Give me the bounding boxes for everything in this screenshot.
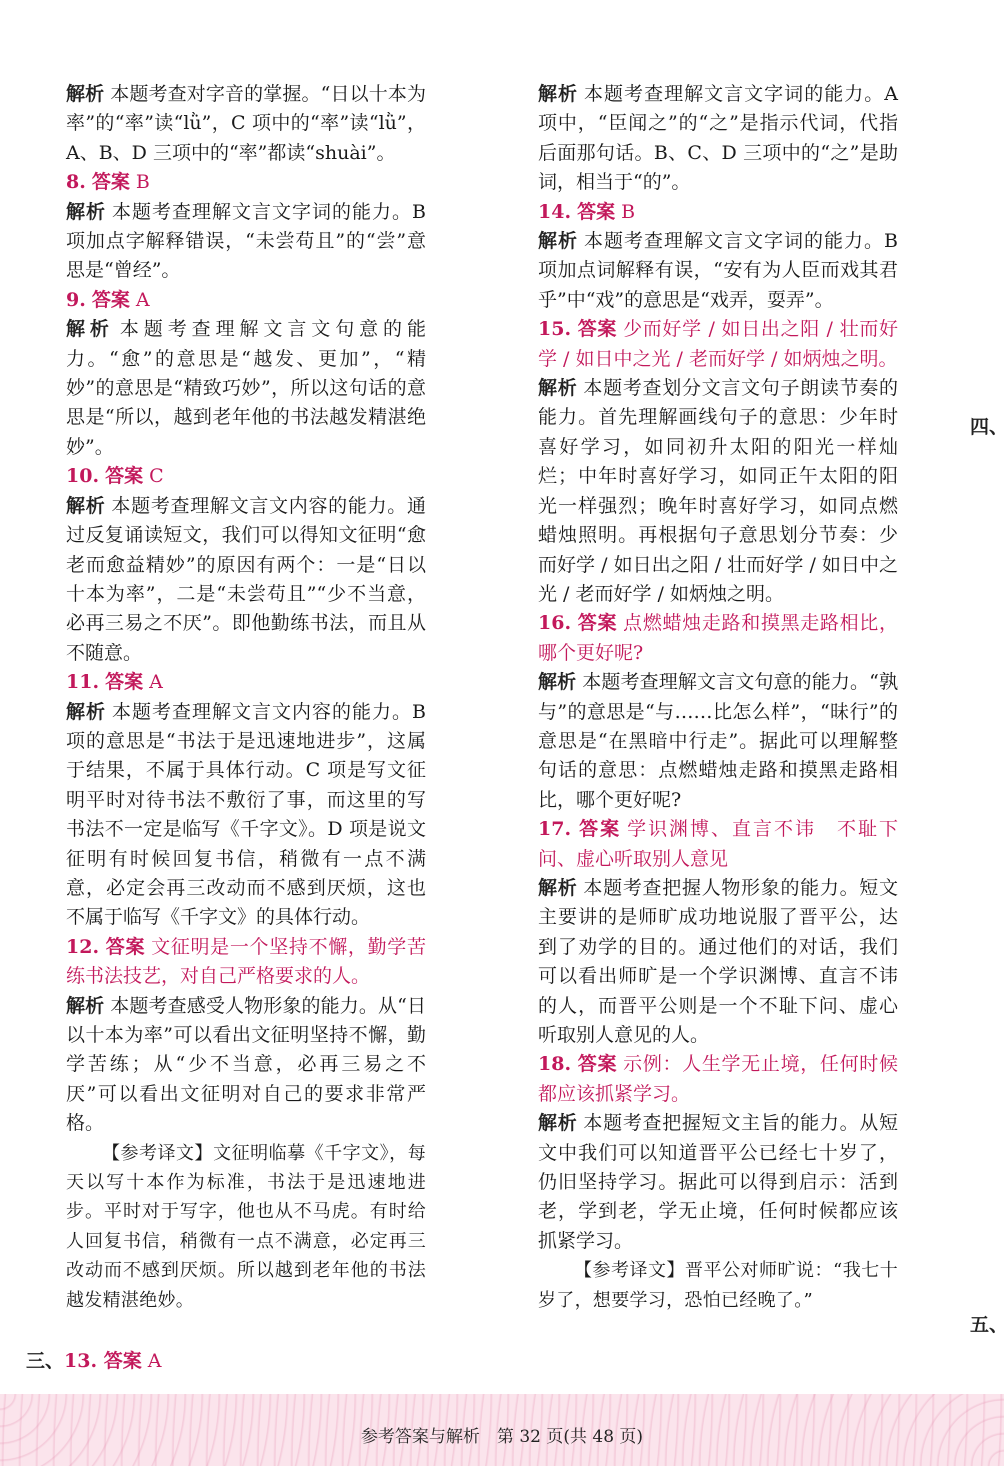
q14-answer: 14. 答案 B <box>538 200 636 223</box>
page-number: 参考答案与解析 第 32 页(共 48 页) <box>360 1427 644 1447</box>
q16-answer: 16. 答案 点燃蜡烛走路和摸黑走路相比，哪个更好呢? <box>538 612 898 664</box>
q7-analysis: 解析 本题考查对字音的掌握。“日以十本为率”的“率”读“lǜ”，C 项中的“率”读“lǜ”，A、B、D 三项中的“率”都读“shuài”。 <box>66 83 426 164</box>
q18-analysis: 解析 本题考查把握短文主旨的能力。从短文中我们可以知道晋平公已经七十岁了，仍旧坚持学习。据此可以得到启示：活到老，学到老，学无止境，任何时候都应该抓紧学习。 <box>538 1112 898 1252</box>
analysis-label: 解析 <box>66 83 105 105</box>
q14-analysis: 解析 本题考查理解文言文字词的能力。B 项加点词解释有误，“安有为人臣而戏其君乎”中“戏”的意思是“戏弄，耍弄”。 <box>538 230 898 311</box>
q13-analysis: 解析 本题考查理解文言文字词的能力。A 项中，“臣闻之”的“之”是指示代词，代指后面那句话。B、C、D 三项中的“之”是助词，相当于“的”。 <box>538 83 898 194</box>
q8-answer: 8. 答案 B <box>66 171 150 194</box>
q10-answer: 10. 答案 C <box>66 465 164 488</box>
q12-answer: 12. 答案 文征明是一个坚持不懈，勤学苦练书法技艺，对自己严格要求的人。 <box>66 935 426 988</box>
q9-analysis: 解析 本题考查理解文言文句意的能力。“愈”的意思是“越发、更加”，“精妙”的意思是“精致巧妙”，所以这句话的意思是“所以，越到老年他的书法越发精湛绝妙”。 <box>66 318 426 458</box>
q11-answer: 11. 答案 A <box>66 671 163 694</box>
page-footer <box>0 1394 1004 1466</box>
q12-analysis: 解析 本题考查感受人物形象的能力。从“日以十本为率”可以看出文征明坚持不懈，勤学苦练；从“少不当意，必再三易之不厌”可以看出文征明对自己的要求非常严格。 <box>66 994 426 1135</box>
q9-answer: 9. 答案 A <box>66 288 150 311</box>
section-5-label: 五、 <box>970 1314 1008 1336</box>
q15-analysis: 解析 本题考查划分文言文句子朗读节奏的能力。首先理解画线句子的意思：少年时喜好学习，如同初升太阳的阳光一样灿烂；中年时喜好学习，如同正午太阳的阳光一样强烈；晚年时喜好学习，如同点燃蜡烛照明。再根据句子意思划分节奏：少而好学 / 如日出之阳 / 壮而好学 / 如日中之光 / 老而好学 / 如炳烛之明。 <box>538 377 898 605</box>
section-4-label: 四、 <box>970 416 1008 438</box>
right-translation: 【参考译文】晋平公对师旷说：“我七十岁了，想要学习，恐怕已经晚了。” <box>538 1260 898 1311</box>
section-3-label: 三、13. 答案 A <box>26 1350 162 1372</box>
left-column <box>66 80 426 1315</box>
q11-analysis: 解析 本题考查理解文言文内容的能力。B 项的意思是“书法于是迅速地进步”，这属于结果，不属于具体行动。C 项是写文征明平时对待书法不敷衍了事，而这里的写书法不一定是临写《千字文》。D 项是说文征明有时候回复书信，稍微有一点不满意，必定会再三改动而不感到厌烦，这也不属于临写《千字文》的具体行动。 <box>66 700 426 929</box>
q16-analysis: 解析 本题考查理解文言文句意的能力。“孰与”的意思是“与……比怎么样”，“昧行”的意思是“在黑暗中行走”。据此可以理解整句话的意思：点燃蜡烛走路和摸黑走路相比，哪个更好呢? <box>538 671 898 811</box>
q15-answer: 15. 答案 少而好学 / 如日出之阳 / 壮而好学 / 如日中之光 / 老而好学 / 如炳烛之明。 <box>538 318 898 370</box>
q17-answer: 17. 答案 学识渊博、直言不讳 不耻下问、虚心听取别人意见 <box>538 818 898 870</box>
q17-analysis: 解析 本题考查把握人物形象的能力。短文主要讲的是师旷成功地说服了晋平公，达到了劝学的目的。通过他们的对话，我们可以看出师旷是一个学识渊博、直言不讳的人，而晋平公则是一个不耻下问、虚心听取别人意见的人。 <box>538 876 898 1046</box>
q18-answer: 18. 答案 示例：人生学无止境，任何时候都应该抓紧学习。 <box>538 1053 898 1105</box>
q8-analysis: 解析 本题考查理解文言文字词的能力。B 项加点字解释错误，“未尝苟且”的“尝”意思是“曾经”。 <box>66 200 426 282</box>
left-translation: 【参考译文】文征明临摹《千字文》，每天以写十本作为标准，书法于是迅速地进步。平时对于写字，他也从不马虎。有时给人回复书信，稍微有一点不满意，必定再三改动而不感到厌烦。所以越到老年他的书法越发精湛绝妙。 <box>66 1142 426 1311</box>
right-column <box>538 80 898 1315</box>
q10-analysis: 解析 本题考查理解文言文内容的能力。通过反复诵读短文，我们可以得知文征明“愈老而愈益精妙”的原因有两个：一是“日以十本为率”，二是“未尝苟且”“少不当意，必再三易之不厌”。即他勤练书法，而且从不随意。 <box>66 494 426 664</box>
